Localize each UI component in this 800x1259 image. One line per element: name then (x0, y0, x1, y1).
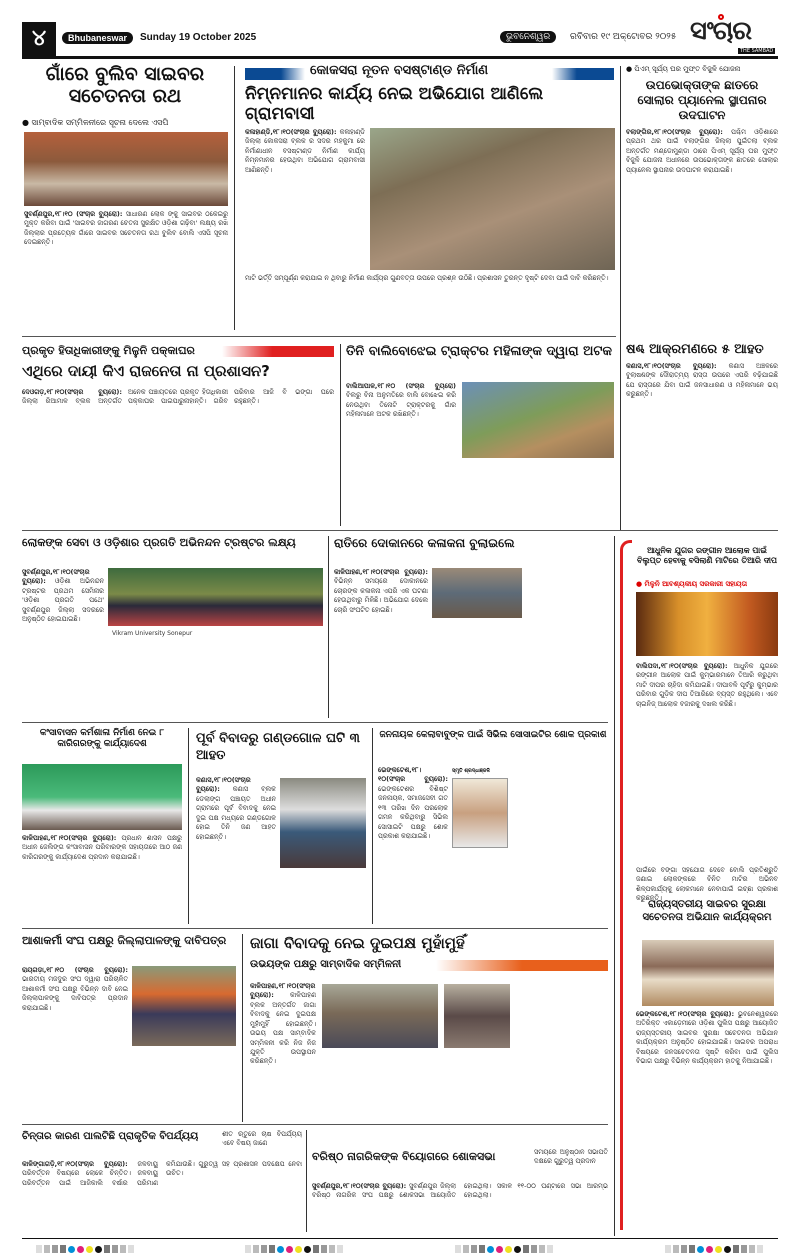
section-divider (22, 336, 616, 337)
body: ବିଲରୁ ବିନା ଅନୁମତିରେ ବାଲି ବୋଝେଇ କରି ନେଉଥିବା ତିନୋଟି ଟ୍ରାକ୍ଟରକୁ ଗାଁର ମହିଳାମାନେ ଅଟକ ରଖିଛନ୍ତି। (346, 391, 456, 419)
headline-tractor: ତିନି ବାଲିବୋଝେଇ ଟ୍ରାକ୍ଟର ମହିଳାଙ୍କ ଦ୍ୱାରା ଅଟକ (346, 344, 612, 359)
article-cyber-state-body (636, 1010, 778, 1225)
gray-swatch (673, 1245, 679, 1253)
column-divider (372, 728, 373, 924)
magenta-dot (706, 1246, 713, 1253)
body: ଜିଲ୍ଲା ରିଆମାଳ ବ୍ଲକ ଅନ୍ତର୍ଗତ ଅନେକ ପଞ୍ଚାୟତରେ ପ୍ରକୃତ ହିତାଧିକାରୀ ପକ୍କାଘର ପାଇପାରୁନାହାନ୍ତି। ଗରିବ ପରିବାର ଆଜି ବି ଭଙ୍ଗା ଘରେ ରହୁଛନ୍ତି। (22, 388, 334, 406)
body: ସାଧାରଣ ଲୋକ ଙ୍କୁ ସାଇବର ଠକେଇରୁ ମୁକ୍ତ କରିବା ପାଇଁ 'ସାଇବର ଜାଗରଣ ଚେତନା ସୁରକ୍ଷିତ ଓଡ଼ିଶା ଗଢ଼ିବା' ଲକ୍ଷ୍ୟ ରଖି ଜିଲ୍ଲାର ପ୍ରତ୍ୟେକ ଗାଁରେ ସାଇବର ସଚେତନତା ରଥ ବୁଲିବ ବୋଲି ଏସପି ସୂଚନା ଦେଇଛନ୍ତି। (24, 210, 228, 247)
kicker-bar (222, 346, 334, 357)
article-pakka-ghar-body (22, 388, 334, 524)
masthead-rule (22, 56, 778, 59)
headline-weather: ଚିନ୍ତାର କାରଣ ପାଲଟିଛି ପ୍ରାକୃତିକ ବିପର୍ଯ୍ୟୟ (22, 1131, 199, 1142)
column-divider (328, 536, 329, 718)
article-shop-body (334, 568, 428, 716)
headline-startup: ଲୋକଙ୍କ ସେବା ଓ ଓଡ଼ିଶାର ପ୍ରଗତି ଅଭିନନ୍ଦନ ଟ୍ରଷ୍ଟର ଲକ୍ଷ୍ୟ (22, 536, 296, 549)
dateline: ଦେଓଗଡ଼,୧୮।୧୦(ସଂଚାର ବ୍ୟୁରୋ): (22, 388, 122, 396)
section-divider (22, 722, 608, 723)
headline-cyber-state: ରାଜ୍ୟସ୍ତରୀୟ ସାଇବର ସୁରକ୍ଷା ସଚେତନତା ଅଭିଯାନ କାର୍ଯ୍ୟକ୍ରମ (642, 899, 772, 923)
black-dot (304, 1246, 311, 1253)
kicker-bar-right (552, 68, 614, 80)
gray-swatch (733, 1245, 739, 1253)
gray-swatch (52, 1245, 58, 1253)
article-weather-body (22, 1160, 302, 1232)
photo-seminar-dais (108, 568, 323, 626)
column-divider (620, 66, 621, 530)
body: କଣାସ ବ୍ଲକ ଡେଲାଙ୍ଗ ପଞ୍ଚାୟତ ଅଧୀନ ଗ୍ରାମରେ ପୂର୍ବ ବିବାଦକୁ ନେଇ ଦୁଇ ପକ୍ଷ ମଧ୍ୟରେ ଗଣ୍ଡଗୋଳ ହୋଇ ତିନି ଜଣ ଆହତ ହୋଇଛନ୍ତି। (196, 785, 276, 841)
gray-swatch (455, 1245, 461, 1253)
magenta-dot (496, 1246, 503, 1253)
dateline: ସୁବର୍ଣ୍ଣପୁର,୧୮।୧୦ (ସଂଚାର ବ୍ୟୁରୋ): (24, 210, 123, 218)
dateline: ରାୟଗଡ଼ା,୧୮।୧୦ (ସଂଚାର ବ୍ୟୁରୋ): (22, 966, 128, 974)
dateline: ଭେଙ୍କଟେଶ,୧୮।୧୦(ସଂଚାର ବ୍ୟୁରୋ): (378, 766, 448, 784)
article-asha-body (22, 966, 128, 1120)
date-en: Sunday 19 October 2025 (140, 32, 257, 43)
cyan-dot (487, 1246, 494, 1253)
body: ଓଡ଼ିଶା ଅଭିନନ୍ଦନ ଟ୍ରଷ୍ଟର ପ୍ରଥମ ସେମିନାର 'ଓଡ଼ିଶା ପ୍ରଗତି ପଥେ' ସୁବର୍ଣ୍ଣପୁର ଜିଲ୍ଲା ସଦରରେ ଅନୁଷ୍ଠିତ ହୋଇଯାଇଛି। (22, 577, 104, 624)
weather-side-note: ଶୀତ ଋତୁରେ ଚାଷ ବିପର୍ଯ୍ୟୟ ଏବେ ବିଷୟ ଜାଣେ (222, 1130, 302, 1148)
gray-swatch (337, 1245, 343, 1253)
article-cyber-rath-body (24, 210, 228, 330)
article-koksara-body2: ମାଟି ଭର୍ତ୍ତି ସମ୍ପୂର୍ଣ୍ଣ କରାଯାଇ ନ ଥିବାରୁ ନିର୍ମାଣ କାର୍ଯ୍ୟର ଗୁଣବତ୍ତା ଉପରେ ପ୍ରଶ୍ନ ଉଠିଛି। ପ୍ରଶାସନ ତୁରନ୍ତ ଦୃଷ୍ଟି ଦେବା ପାଇଁ ଦାବି କରିଛନ୍ତି। (245, 274, 609, 282)
dateline: କାଳିପାହଣ,୧୮।୧୦(ସଂଚାର ବ୍ୟୁରୋ): (22, 834, 117, 842)
section-divider (22, 928, 608, 929)
cyan-dot (68, 1246, 75, 1253)
newspaper-logo: ସଂଚାର (690, 16, 752, 46)
column-divider (306, 1130, 307, 1232)
article-solar-body (626, 128, 778, 328)
headline-cyber-rath: ଗାଁରେ ବୁଲିବ ସାଇବର ସଚେତନତା ରଥ (45, 63, 205, 107)
gray-swatch (329, 1245, 335, 1253)
section-divider (22, 530, 778, 531)
gray-swatch (269, 1245, 275, 1253)
dateline: ବାଲିଆପାଳ,୧୮।୧୦ (ସଂଚାର ବ୍ୟୁରୋ) (346, 382, 456, 390)
dateline: ସୁବର୍ଣ୍ଣପୁର,୧୮।୧୦(ସଂଚାର ବ୍ୟୁରୋ): (312, 1182, 407, 1190)
body: କଳାହାଣ୍ଡି ଜିଲ୍ଲା କୋକସରା ବ୍ଲକ ର ସଦର ମହକୁମା ରେ ନିର୍ମାଣାଧୀନ ବସଷ୍ଟାଣ୍ଡ ନିର୍ମାଣ କାର୍ଯ୍ୟ ନିମ୍ନମାନର ହେଉଥିବା ଅଭିଯୋଗ ଗ୍ରାମବାସୀ ଆଣିଛନ୍ତି। (245, 128, 365, 174)
print-color-bar (36, 1244, 134, 1254)
gray-swatch (313, 1245, 319, 1253)
dateline: ସୁବର୍ଣ୍ଣପୁର,୧୮।୧୦(ସଂଚାର ବ୍ୟୁରୋ): (22, 568, 90, 586)
column-divider (188, 728, 189, 924)
dateline: କାଳିପାହଣ,୧୮।୧୦(ସଂଚାର ବ୍ୟୁରୋ): (334, 568, 428, 576)
subhead-diya: ● ମିଳୁନି ଆବଶ୍ୟକୀୟ ସରକାରୀ ସହାୟତା (636, 580, 748, 588)
gray-swatch (547, 1245, 553, 1253)
gray-swatch (665, 1245, 671, 1253)
city-label-or: ଭୁବନେଶ୍ୱର (500, 31, 556, 43)
gray-swatch (757, 1245, 763, 1253)
yellow-dot (505, 1246, 512, 1253)
article-dispute-body (196, 776, 276, 922)
magenta-dot (286, 1246, 293, 1253)
print-color-bar (665, 1244, 763, 1254)
photo-asha-workers (132, 966, 236, 1046)
gray-swatch (531, 1245, 537, 1253)
logo-dot-icon (718, 14, 724, 20)
article-startup-body (22, 568, 104, 716)
article-land-body (250, 982, 316, 1120)
yellow-dot (715, 1246, 722, 1253)
column-divider (340, 344, 341, 526)
headline-bull-attack: ଷଣ୍ଢ ଆକ୍ରମଣରେ ୫ ଆହତ (626, 342, 764, 357)
gray-swatch (523, 1245, 529, 1253)
city-label-en: Bhubaneswar (62, 32, 133, 44)
gray-swatch (471, 1245, 477, 1253)
gray-swatch (60, 1245, 66, 1253)
body: ପଶ୍ଚିମ ଓଡ଼ିଶାରେ ପ୍ରଥମ ଥର ପାଇଁ ବଲାଙ୍ଗିର ଜିଲ୍ଲା ପୁଇଁତଲା ବ୍ଲକ ଅନ୍ତର୍ଗତ ମଣ୍ଡୋମୁଣ୍ଡା ଠାରେ ପିଏମ୍ ସୂର୍ଯ୍ୟ ଘର ମୁଫ୍ତ ବିଜୁଳି ଯୋଜନା ଅଧୀନରେ ଉପଭୋକ୍ତାଙ୍କ ଛାତରେ ସୋଲାର ପ୍ୟାନେଲ ସ୍ଥାପନାର ଉଦଘାଟନ କରାଯାଇଛି। (626, 128, 778, 174)
gray-swatch (681, 1245, 687, 1253)
dateline: ଭେଙ୍କଟେଶ,୧୮।୧୦(ସଂଚାର ବ୍ୟୁରୋ): (636, 1010, 735, 1018)
subhead-text: ମିଳୁନି ଆବଶ୍ୟକୀୟ ସରକାରୀ ସହାୟତା (644, 580, 748, 588)
gray-swatch (479, 1245, 485, 1253)
article-cyber-state-intro: ପାଇଁରେ ବଙ୍ଗା ସହଯୋଗ ଦେବେ ବୋଲି ପ୍ରତିଶ୍ରୁତି ଜଣାଇ ଲୋକଙ୍କରେ ବିନିତ ମାଟିର ଅଭିନବ ଶିଳ୍ପକାର୍ଯ୍ୟକୁ ଲୋକମାନେ ନେବାପାଇଁ ଇଚ୍ଛା ପ୍ରକାଶ କରୁଛନ୍ତି। (636, 866, 778, 903)
gray-swatch (36, 1245, 42, 1253)
gray-swatch (253, 1245, 259, 1253)
body: ଆଧୁନିକ ଯୁଗରେ ରଙ୍ଗୀନ ଆଲୋକ ପାଇଁ କୁମ୍ଭାରମାନେ ତିଆରି କରୁଥିବା ମାଟି ଦୀପର ଚାହିଦା କମିଯାଇଛି। ଦୀପାବଳି ପୂର୍ବରୁ କୁମ୍ଭାର ପରିବାର ଗୁଡ଼ିକ ଦୀପ ତିଆରିରେ ବ୍ୟସ୍ତ ରହୁଥିଲେ। ଏବେ ଚାଇନିଜ୍ ଆଲୋକ ବଜାରକୁ ଦଖଲ କରିଛି। (636, 662, 778, 708)
logo-subtitle: THE SAMBAD (740, 48, 774, 54)
gray-swatch (749, 1245, 755, 1253)
body: ଜଳବାୟୁ ପରିବର୍ତ୍ତନ ବିଷୟରେ ଲୋକେ ଚିନ୍ତିତ। ଜଳବାୟୁ ପରିବର୍ତ୍ତନ ପାଇଁ ଆଜିକାଲି ବର୍ଷାର ପରିମାଣ କମିଯାଉଛି। ଗୁରୁତ୍ୱ ସହ ପ୍ରଶାସନ ପଦକ୍ଷେପ ନେବା ଉଚିତ। (22, 1160, 302, 1187)
section-divider (22, 1124, 608, 1125)
red-frame (620, 540, 632, 1230)
photo-press-meet-1 (322, 984, 438, 1048)
yellow-dot (86, 1246, 93, 1253)
page-number: ୪ (22, 22, 56, 56)
gray-swatch (104, 1245, 110, 1253)
date-or: ରବିବାର ୧୯ ଅକ୍ଟୋବର ୨୦୨୫ (570, 32, 677, 42)
photo-injured-men (280, 778, 366, 868)
body: କଣାସ ଅଞ୍ଚଳରେ ବୁଲାଷଣ୍ଢଙ୍କ ଦୌରାତ୍ମ୍ୟ ରାସ୍ତା ଉପରେ ଏପରି ବଢ଼ିଯାଇଛି ଯେ ରାସ୍ତାରେ ଯିବା ପାଇଁ ଜନସାଧାରଣ ଓ ମହିଳାମାନେ ଭୟ କରୁଛନ୍ତି। (626, 362, 778, 399)
photo-press-meet-2 (444, 984, 510, 1048)
yellow-dot (295, 1246, 302, 1253)
gray-swatch (245, 1245, 251, 1253)
body: ବିଭିନ୍ନ ସମୟରେ ଦୋକାନରେ ଚୋରଙ୍କ କଳାକନା ଏପରି ଏକ ଘଟଣା ହେଉଥିବାରୁ ମିଳିଛି। ଅଭିଯୋଗ ଦେଲେ ଚୋରି ସଂଘଟିତ ହୋଇଛି। (334, 577, 428, 614)
gray-swatch (463, 1245, 469, 1253)
gray-swatch (539, 1245, 545, 1253)
photo-police-press-meet (24, 132, 228, 206)
headline-dispute: ପୂର୍ବ ବିବାଦରୁ ଗଣ୍ଡଗୋଳ ଘଟି ୩ ଆହତ (196, 731, 360, 763)
photo-cyber-awareness (642, 940, 774, 1006)
gray-swatch (128, 1245, 134, 1253)
body: ଭାରତୀୟ ମଜଦୁର ସଂଘ ଦ୍ୱାରା ପରିଚାଳିତ ଆଶାକର୍ମୀ ସଂଘ ପକ୍ଷରୁ ବିଭିନ୍ନ ଦାବି ନେଇ ଜିଲ୍ଲାପାଳଙ୍କୁ ଦାବିପତ୍ର ପ୍ରଦାନ କରାଯାଇଛି। (22, 975, 128, 1012)
portrait-label: ସ୍ମୃତି ଶ୍ରଦ୍ଧାଞ୍ଜଳି (452, 768, 490, 774)
gray-swatch (44, 1245, 50, 1253)
black-dot (514, 1246, 521, 1253)
article-koksara-body (245, 128, 365, 270)
body: ଭେଙ୍କଟେଶର ବିଶିଷ୍ଟ ଜନନାୟକ, ସମାଜସେବୀ ଗତ ୧୩ ତାରିଖ ଦିନ ପରଲୋକ ଗମନ କରିଥିବାରୁ ସିଭିଲ ସୋସାଇଟି ପକ୍ଷରୁ ଶୋକ ପ୍ରକାଶ କରାଯାଇଛି। (378, 784, 448, 840)
article-attack-body (626, 362, 778, 526)
headline-asha: ଆଶାକର୍ମୀ ସଂଘ ପକ୍ଷରୁ ଜିଲ୍ଲାପାଳଙ୍କୁ ଦାବିପତ୍ର (22, 934, 227, 947)
kicker-bar-left (245, 68, 305, 80)
headline-diya: ଆଧୁନିକ ଯୁଗର ରଙ୍ଗୀନ ଆଲୋକ ପାଇଁ ବିଲୁପ୍ତ ହେବାକୁ ବସିଲାଣି ମାଟିରେ ତିଆରି ଦୀପ (637, 546, 777, 565)
dateline: ବାଲିପଦା,୧୮।୧୦(ସଂଚାର ବ୍ୟୁରୋ): (636, 662, 728, 670)
print-color-bar (245, 1244, 343, 1254)
subhead-cyber-rath: ● ସାମ୍ବାଦିକ ସମ୍ମିଳନୀରେ ସୂଚନା ଦେଲେ ଏସପି (22, 118, 228, 128)
headline-obituary: ଜନନାୟକ କେଲାବାବୁଙ୍କ ପାଇଁ ସିଭିଲ ସୋସାଇଟିର ଶୋକ ପ୍ରକାଶ (379, 730, 607, 740)
headline-land: ଜାଗା ବିବାଦକୁ ନେଇ ଦୁଇପକ୍ଷ ମୁହାଁମୁହିଁ (250, 934, 465, 952)
photo-workshop (22, 764, 182, 830)
dateline: କାଳିଙ୍ଗାଗଡ଼ି,୧୮।୧୦(ସଂଚାର ବ୍ୟୁରୋ): (22, 1160, 128, 1168)
subhead-land: ଉଭୟଙ୍କ ପକ୍ଷରୁ ସାମ୍ବାଦିକ ସମ୍ମିଳନୀ (250, 959, 402, 970)
gray-swatch (120, 1245, 126, 1253)
column-divider (234, 66, 235, 330)
headline-workshop: କଂସାବାସନ କର୍ମଶାଳା ନିର୍ମାଣ ନେଇ ୮ କାରିଗରଙ୍କୁ କାର୍ଯ୍ୟାଦେଶ (39, 728, 165, 749)
photo-tractor-women (462, 382, 614, 458)
headline-solar: ଉପଭୋକ୍ତାଙ୍କ ଛାତରେ ସୋଲାର ପ୍ୟାନେଲ ସ୍ଥାପନାର ଉଦଘାଟନ (637, 78, 767, 122)
body: ପ୍ରଧାନ ଶାସନ ପକ୍ଷରୁ ଅଧୀନ ଜେଲିଙ୍ଗ କଂସାବାସନ ପରିବାରଙ୍କ ସହାୟତାରେ ଆଠ ଜଣ କାରିଗରଙ୍କୁ କାର୍ଯ୍ୟାଦେଶ ପ୍ରଦାନ କରାଯାଇଛି। (22, 834, 182, 861)
gray-swatch (112, 1245, 118, 1253)
subhead-bar (436, 960, 608, 971)
dateline: ବଲାଙ୍ଗିର,୧୮।୧୦(ସଂଚାର ବ୍ୟୁରୋ): (626, 128, 723, 136)
column-divider (242, 934, 243, 1122)
print-color-bar (455, 1244, 553, 1254)
column-divider (614, 536, 615, 1236)
condolence-side-note: ସମୟରେ ଅନୁଷ୍ଠାନ ସଭାପତି ଦକ୍ଷରେ ଗୁରୁତ୍ୱ ପ୍ରଦାନ (534, 1148, 608, 1166)
headline-koksara: ନିମ୍ନମାନର କାର୍ଯ୍ୟ ନେଇ ଅଭିଯୋଗ ଆଣିଲେ ଗ୍ରାମବାସୀ (245, 84, 544, 124)
body: ଭୁବନେଶ୍ୱରରେ ଅତିରିକ୍ତ ଏକାଡ଼େମୀରେ ଓଡ଼ିଶା ପୁଲିସ ପକ୍ଷରୁ ଆୟୋଜିତ ରାଜ୍ୟସ୍ତରୀୟ ସାଇବର ସୁରକ୍ଷା ସଚେତନତା ଅଭିଯାନ କାର୍ଯ୍ୟକ୍ରମ ଅନୁଷ୍ଠିତ ହୋଇଯାଇଛି। ସାଇବର ଅପରାଧ ବିଷୟରେ ଜନସଚେତନତା ସୃଷ୍ଟି କରିବା ପାଇଁ ପୁଲିସ ବିଭାଗ ପକ୍ଷରୁ ବିଭିନ୍ନ କାର୍ଯ୍ୟକ୍ରମ ହାତକୁ ନିଆଯାଇଛି। (636, 1010, 778, 1066)
article-workshop-body (22, 834, 182, 924)
kicker-koksara: କୋକସରା ନୂତନ ବସଷ୍ଟାଣ୍ଡ ନିର୍ମାଣ (310, 63, 489, 78)
magenta-dot (77, 1246, 84, 1253)
body: ସୁବର୍ଣ୍ଣପୁର ଜିଲ୍ଲା ବରିଷ୍ଠ ନାଗରିକ ସଂଘ ପକ୍ଷରୁ ଶୋକସଭା ଆୟୋଜିତ ହୋଇଥିଲା। ସକାଳ ୧୧-୦୦ ଘଣ୍ଟାରେ ସଭା ଆରମ୍ଭ ହୋଇଥିଲା। (312, 1182, 608, 1200)
black-dot (724, 1246, 731, 1253)
kicker-pakka-ghar: ପ୍ରକୃତ ହିତାଧିକାରୀଙ୍କୁ ମିଳୁନି ପକ୍କାଘର (22, 344, 195, 357)
gray-swatch (689, 1245, 695, 1253)
article-condolence-body (312, 1182, 608, 1232)
gray-swatch (741, 1245, 747, 1253)
dateline: କଣାସ,୧୮।୧୦(ସଂଚାର ବ୍ୟୁରୋ): (626, 362, 717, 370)
bottom-rule (22, 1238, 778, 1239)
dateline: କାଳିପାହଣ,୧୮।୧୦(ସଂଚାର ବ୍ୟୁରୋ): (250, 982, 316, 1000)
article-diya-body (636, 662, 778, 862)
headline-pakka-ghar: ଏଥିରେ ଦାୟୀ କିଏ ରାଜନେତା ନା ପ୍ରଶାସନ? (22, 362, 270, 380)
body: କାଳିପାହଣ ବ୍ଲକ ଅନ୍ତର୍ଗତ ଜାଗା ବିବାଦକୁ ନେଇ ଦୁଇପକ୍ଷ ମୁହାଁମୁହିଁ ହୋଇଛନ୍ତି। ଉଭୟ ପକ୍ଷ ସାମ୍ବାଦିକ ସମ୍ମିଳନୀ କରି ନିଜ ନିଜ ଯୁକ୍ତି ଉପସ୍ଥାପନ କରିଛନ୍ତି। (250, 991, 316, 1066)
photo-clay-lamps (636, 592, 778, 656)
headline-shop: ରାତିରେ ଦୋକାନରେ କଳାକନା ବୁଲାଇଲେ (334, 536, 515, 550)
dateline: କଣାସ,୧୮।୧୦(ସଂଚାର ବ୍ୟୁରୋ): (196, 776, 251, 794)
article-obituary-body (378, 766, 448, 922)
headline-condolence: ବରିଷ୍ଠ ନାଗରିକଙ୍କ ବିୟୋଗରେ ଶୋକସଭା (312, 1150, 496, 1163)
photo-banner-text: Vikram University Sonepur (112, 630, 193, 637)
article-tractor-body (346, 382, 456, 524)
gray-swatch (321, 1245, 327, 1253)
photo-shop (432, 568, 522, 618)
photo-construction-site (370, 128, 615, 270)
dateline: କଳାହାଣ୍ଡି,୧୮।୧୦(ସଂଚାର ବ୍ୟୁରୋ): (245, 128, 337, 136)
kicker-solar: ● ପିଏମ୍ ସୂର୍ଯ୍ୟ ଘର ମୁଫ୍ତ ବିଜୁଳି ଯୋଜନା (626, 64, 778, 74)
gray-swatch (261, 1245, 267, 1253)
photo-portrait (452, 778, 508, 848)
black-dot (95, 1246, 102, 1253)
cyan-dot (277, 1246, 284, 1253)
cyan-dot (697, 1246, 704, 1253)
